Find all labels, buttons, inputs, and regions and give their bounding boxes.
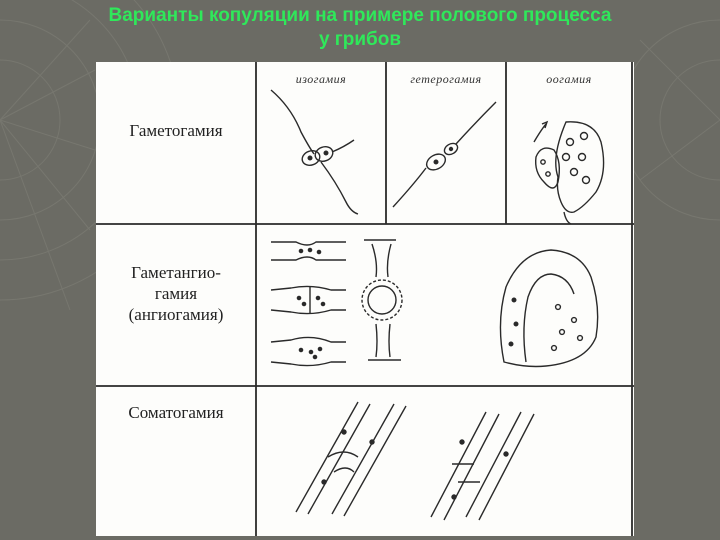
row-label-gametangiogamy	[96, 262, 256, 325]
row-label-somatogamy: Соматогамия	[128, 403, 224, 422]
heterogamy-drawing	[393, 102, 496, 207]
column-header-isogamy: изогамия	[295, 72, 347, 86]
column-header-heterogamy: гетерогамия	[410, 72, 482, 86]
somatogamy-drawing	[296, 402, 534, 520]
oogamy-drawing	[534, 122, 604, 224]
row-label-gametogamy: Гаметогамия	[129, 121, 223, 140]
slide-title-line-2: у грибов	[318, 29, 402, 50]
row-label-gametangiogamy-line-3: (ангиогамия)	[128, 305, 224, 324]
isogamy-drawing	[271, 90, 358, 214]
zygospore-drawing	[362, 240, 402, 360]
slide-title	[0, 4, 720, 52]
antheridium-oogonium-drawing	[500, 250, 597, 367]
row-label-gametangiogamy-line-1: Гаметангио-	[131, 263, 221, 282]
column-header-oogamy: оогамия	[546, 72, 592, 86]
row-label-gametangiogamy-line-2: гамия	[154, 284, 198, 303]
slide-title-line-1: Варианты копуляции на примере полового процесса	[108, 5, 612, 26]
gametangiogamy-stack-drawing	[271, 242, 346, 366]
diagram-panel	[96, 62, 634, 536]
